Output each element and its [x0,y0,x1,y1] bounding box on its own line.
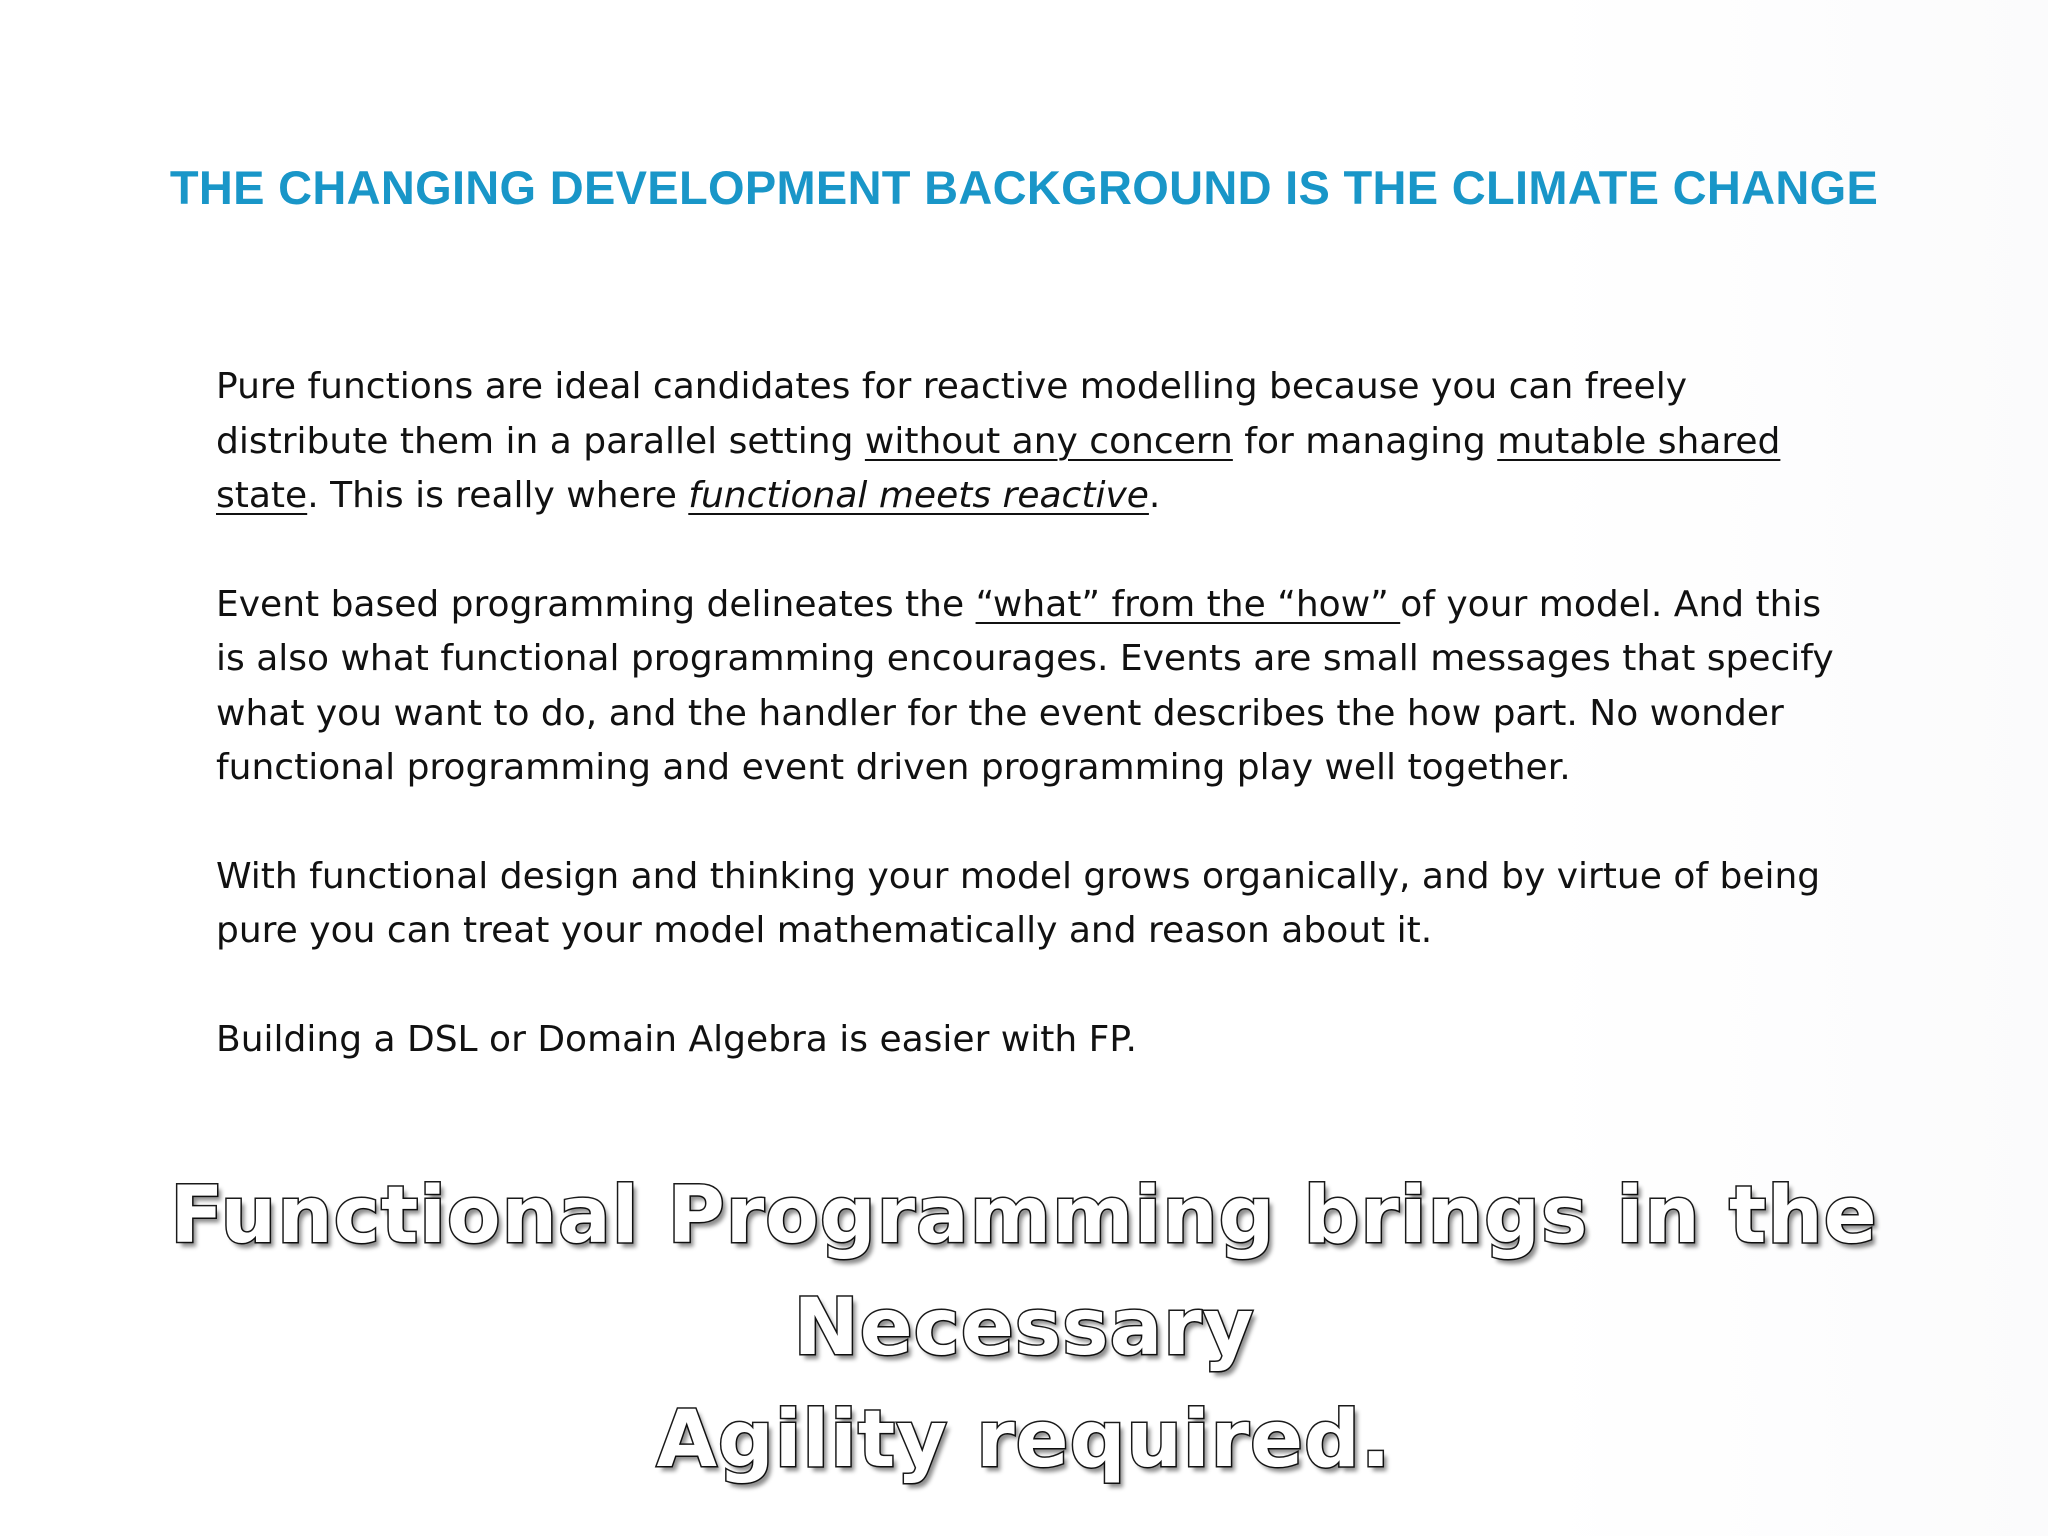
paragraph-1-underline-a: without any concern [864,420,1233,462]
paragraph-1-text-c: . This is really where [307,475,689,516]
slide-title: THE CHANGING DEVELOPMENT BACKGROUND IS THE CLIMATE CHANGE [169,161,1879,214]
paragraph-1-text-b: for managing [1232,420,1498,462]
paragraph-4: Building a DSL or Domain Algebra is easier with FP. [216,1018,1137,1060]
paragraph-1-text-d: . [1148,475,1161,516]
callout-line-1: Functional Programming brings in the Necessary [170,1171,1878,1373]
callout-line-2: Agility required. [656,1395,1392,1485]
paragraph-3: With functional design and thinking your model grows organically, and by virtue of being pure you can treat your model mathematically and reason about it. [216,855,1821,951]
paragraph-2-underline: “what” from the “how” [975,583,1401,625]
paragraph-2 [216,578,1836,796]
callout-banner [0,1160,2048,1496]
paragraph-1-underline-b: mutable shared state [216,420,1781,516]
paragraph-2-text-a: Event based programming delineates the [216,583,976,625]
paragraph-1 [216,360,1836,524]
paragraph-2-text-b: of your model. And this is also what functional programming encourages. Events are small messages that specify what you want to do, and the handler for the event describes the how part. No wonder functional programming and event driven programming play well together. [216,583,1834,788]
paragraph-1-emphasis: functional meets reactive [688,475,1149,516]
slide-body [216,360,1836,1121]
paragraph-1-text-a: Pure functions are ideal candidates for reactive modelling because you can freely distribute them in a parallel setting [216,366,1688,462]
